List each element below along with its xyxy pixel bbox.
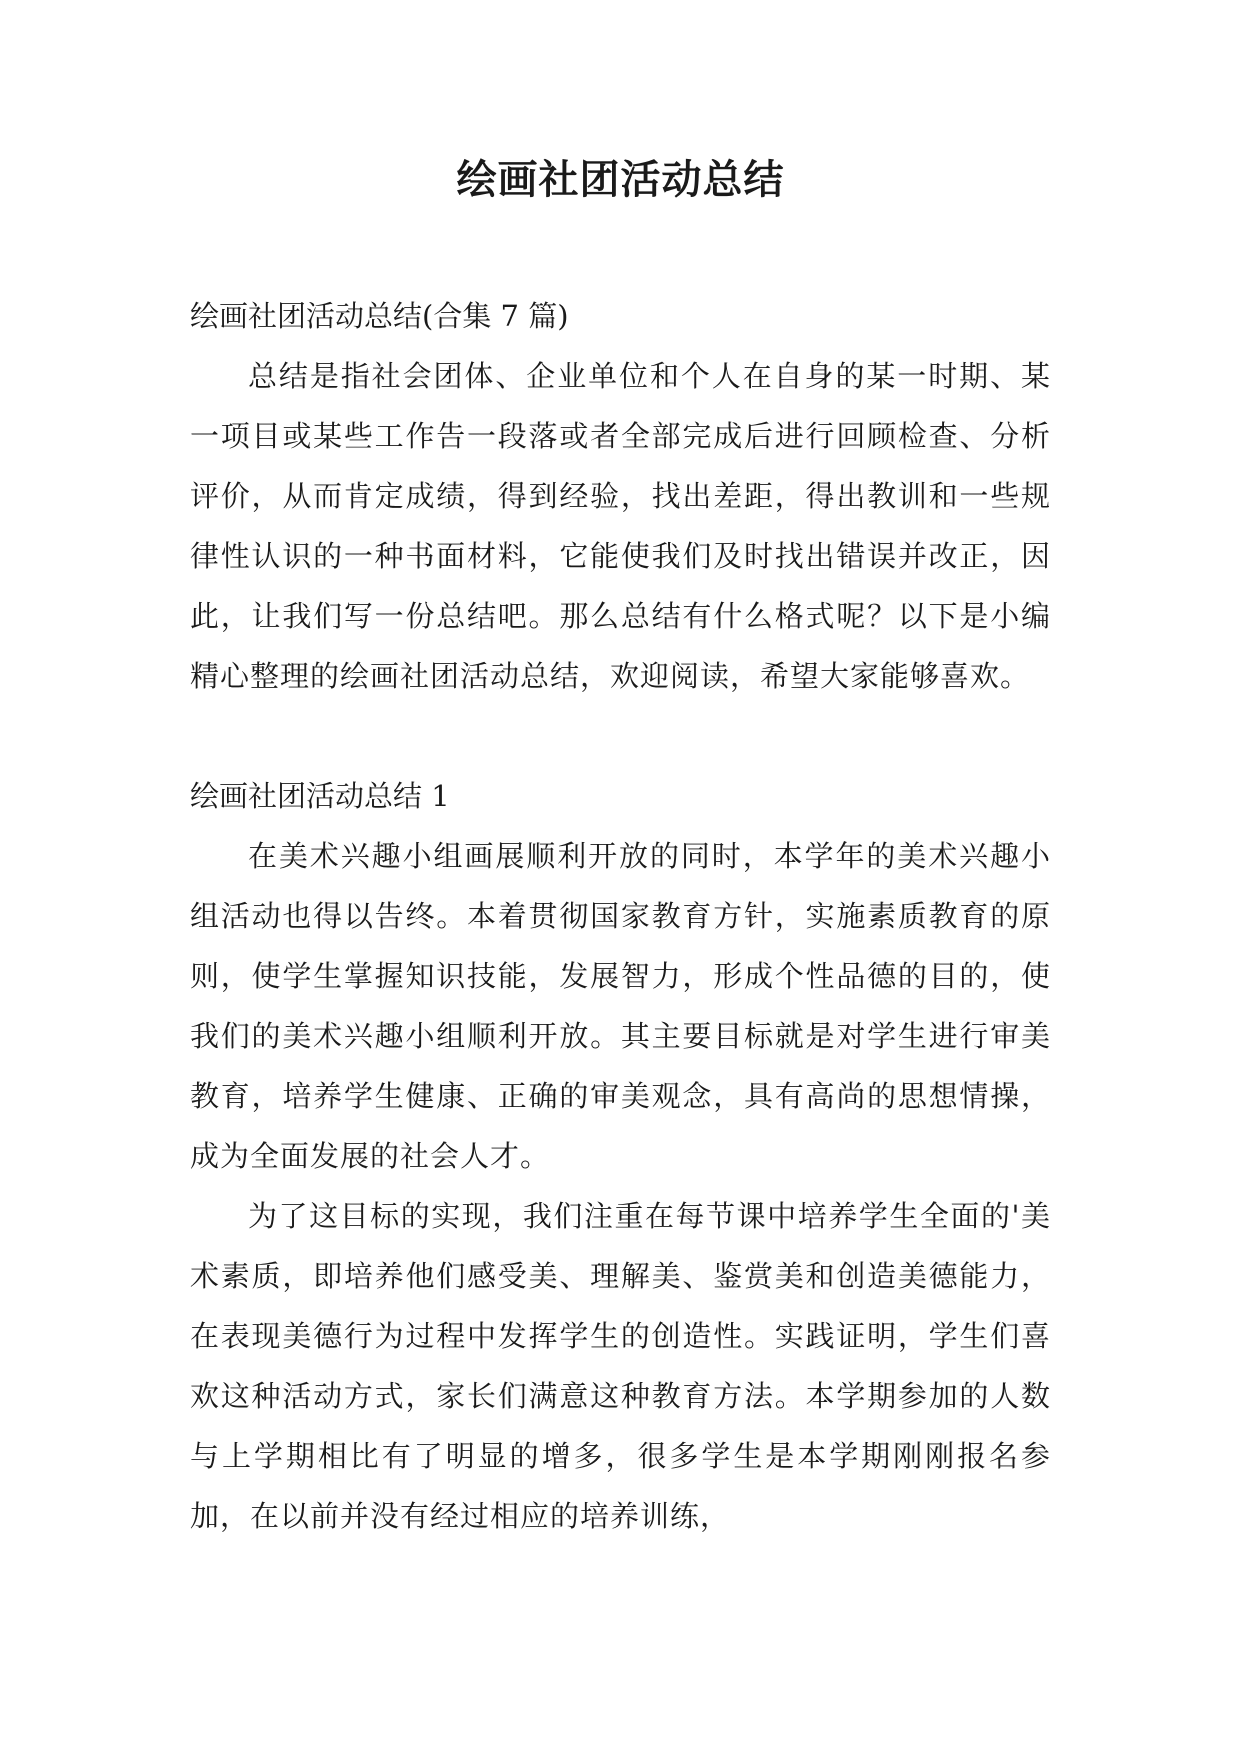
document-title: 绘画社团活动总结 bbox=[456, 156, 785, 203]
body-paragraph: 在美术兴趣小组画展顺利开放的同时，本学年的美术兴趣小组活动也得以告终。本着贯彻国家教育方针，实施素质教育的原则，使学生掌握知识技能，发展智力，形成个性品德的目的，使我们的美术兴趣小组顺利开放。其主要目标就是对学生进行审美教育，培养学生健康、正确的审美观念，具有高尚的思想情操，成为全面发展的社会人才。 bbox=[190, 839, 1051, 1173]
section-spacer bbox=[190, 706, 1051, 766]
section-heading: 绘画社团活动总结 1 bbox=[190, 779, 450, 813]
body-paragraph: 为了这目标的实现，我们注重在每节课中培养学生全面的'美术素质，即培养他们感受美、理解美、鉴赏美和创造美德能力，在表现美德行为过程中发挥学生的创造性。实践证明，学生们喜欢这种活动方式，家长们满意这种教育方法。本学期参加的人数与上学期相比有了明显的增多，很多学生是本学期刚刚报名参加，在以前并没有经过相应的培养训练， bbox=[190, 1199, 1051, 1533]
collection-subtitle: 绘画社团活动总结(合集 7 篇) bbox=[190, 299, 569, 333]
document-body bbox=[190, 286, 1051, 1546]
intro-paragraph: 总结是指社会团体、企业单位和个人在自身的某一时期、某一项目或某些工作告一段落或者全部完成后进行回顾检查、分析评价，从而肯定成绩，得到经验，找出差距，得出教训和一些规律性认识的一种书面材料，它能使我们及时找出错误并改正，因此，让我们写一份总结吧。那么总结有什么格式呢？以下是小编精心整理的绘画社团活动总结，欢迎阅读，希望大家能够喜欢。 bbox=[190, 359, 1051, 693]
